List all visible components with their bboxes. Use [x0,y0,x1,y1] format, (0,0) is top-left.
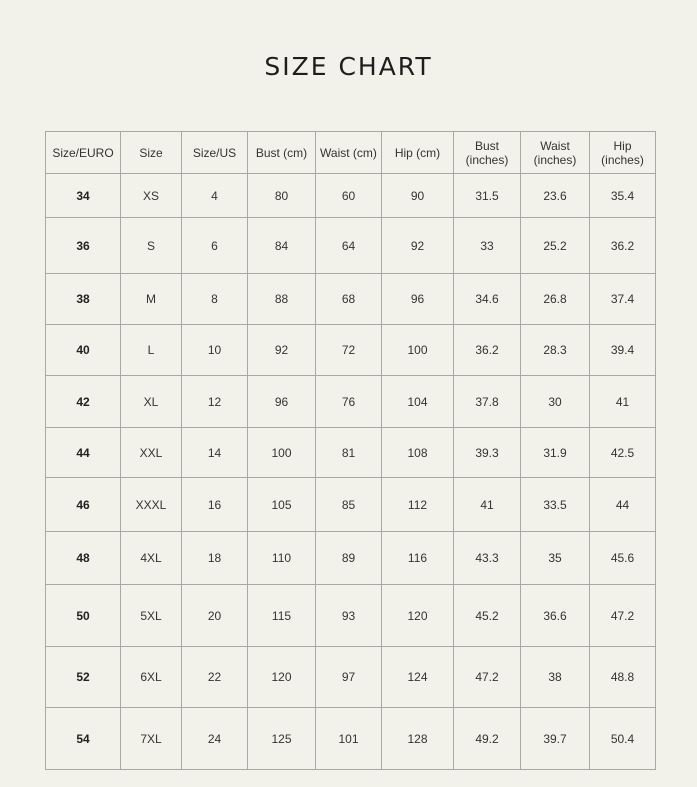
cell-bust-cm: 100 [248,428,316,478]
cell-bust-cm: 105 [248,478,316,532]
table-row [46,708,656,770]
cell-bust-cm: 88 [248,274,316,325]
header-label: Waist [540,138,570,153]
cell-waist-cm: 93 [316,585,382,647]
cell-bust-inches: 31.5 [454,174,521,218]
cell-waist-cm: 97 [316,647,382,708]
cell-bust-cm: 92 [248,325,316,376]
cell-waist-cm: 81 [316,428,382,478]
header-label: Size/US [192,145,237,160]
header-label: Hip [613,138,632,153]
table-row [46,274,656,325]
cell-bust-inches: 34.6 [454,274,521,325]
header-size-us [182,132,248,174]
header-hip-cm [382,132,454,174]
cell-hip-inches: 44 [590,478,656,532]
cell-hip-cm: 100 [382,325,454,376]
cell-hip-cm: 92 [382,218,454,274]
cell-hip-inches: 42.5 [590,428,656,478]
cell-waist-inches: 36.6 [521,585,590,647]
cell-size-euro: 52 [46,647,121,708]
cell-size: XL [121,376,182,428]
table-body [46,174,656,770]
cell-size-us: 18 [182,532,248,585]
cell-size-euro: 54 [46,708,121,770]
table-row [46,478,656,532]
header-waist-cm [316,132,382,174]
cell-size-euro: 46 [46,478,121,532]
cell-hip-cm: 116 [382,532,454,585]
cell-waist-cm: 60 [316,174,382,218]
cell-size-us: 14 [182,428,248,478]
cell-hip-cm: 112 [382,478,454,532]
cell-waist-inches: 33.5 [521,478,590,532]
cell-waist-inches: 28.3 [521,325,590,376]
cell-waist-cm: 89 [316,532,382,585]
header-label: Size [139,145,163,160]
cell-hip-inches: 47.2 [590,585,656,647]
cell-waist-cm: 64 [316,218,382,274]
cell-hip-inches: 50.4 [590,708,656,770]
cell-size-euro: 42 [46,376,121,428]
cell-waist-cm: 76 [316,376,382,428]
cell-bust-cm: 125 [248,708,316,770]
header-unit: (inches) [533,152,577,167]
header-size [121,132,182,174]
cell-waist-inches: 30 [521,376,590,428]
cell-size: M [121,274,182,325]
cell-hip-cm: 104 [382,376,454,428]
table-header-row [46,132,656,174]
cell-hip-cm: 90 [382,174,454,218]
cell-size: 5XL [121,585,182,647]
page-title: SIZE CHART [264,52,433,81]
cell-size-euro: 38 [46,274,121,325]
cell-bust-inches: 39.3 [454,428,521,478]
cell-hip-inches: 37.4 [590,274,656,325]
table-row [46,647,656,708]
cell-bust-inches: 45.2 [454,585,521,647]
header-waist-inches [521,132,590,174]
cell-hip-inches: 48.8 [590,647,656,708]
cell-bust-inches: 47.2 [454,647,521,708]
cell-size-us: 24 [182,708,248,770]
cell-size-us: 10 [182,325,248,376]
cell-bust-inches: 36.2 [454,325,521,376]
header-unit: (inches) [601,152,644,167]
cell-size-us: 6 [182,218,248,274]
header-label: Bust (cm) [255,145,308,160]
cell-size: 4XL [121,532,182,585]
cell-waist-cm: 72 [316,325,382,376]
cell-hip-inches: 41 [590,376,656,428]
table-row [46,585,656,647]
cell-size: XXL [121,428,182,478]
cell-size-euro: 40 [46,325,121,376]
cell-waist-cm: 101 [316,708,382,770]
cell-bust-cm: 115 [248,585,316,647]
cell-size-us: 16 [182,478,248,532]
cell-bust-inches: 43.3 [454,532,521,585]
cell-size-euro: 34 [46,174,121,218]
cell-bust-cm: 110 [248,532,316,585]
size-chart-table [45,131,656,770]
table-row [46,218,656,274]
cell-hip-inches: 45.6 [590,532,656,585]
header-label: Bust [474,138,499,153]
header-label: Waist (cm) [320,145,377,160]
cell-size-euro: 36 [46,218,121,274]
cell-bust-inches: 37.8 [454,376,521,428]
cell-waist-inches: 39.7 [521,708,590,770]
table-row [46,532,656,585]
cell-hip-inches: 36.2 [590,218,656,274]
cell-size: S [121,218,182,274]
cell-waist-inches: 26.8 [521,274,590,325]
cell-waist-inches: 25.2 [521,218,590,274]
cell-waist-inches: 35 [521,532,590,585]
cell-bust-inches: 33 [454,218,521,274]
header-unit: (inches) [465,152,509,167]
table-row [46,428,656,478]
cell-size-us: 12 [182,376,248,428]
cell-hip-inches: 39.4 [590,325,656,376]
table-row [46,376,656,428]
cell-bust-inches: 41 [454,478,521,532]
header-size-euro [46,132,121,174]
cell-hip-cm: 96 [382,274,454,325]
cell-waist-cm: 68 [316,274,382,325]
cell-hip-cm: 128 [382,708,454,770]
cell-bust-cm: 84 [248,218,316,274]
cell-bust-cm: 80 [248,174,316,218]
header-hip-inches [590,132,656,174]
cell-size: XS [121,174,182,218]
cell-size-euro: 44 [46,428,121,478]
cell-size: 6XL [121,647,182,708]
header-bust-cm [248,132,316,174]
cell-hip-inches: 35.4 [590,174,656,218]
cell-size-us: 20 [182,585,248,647]
cell-bust-cm: 96 [248,376,316,428]
table-row [46,174,656,218]
cell-bust-cm: 120 [248,647,316,708]
cell-size: 7XL [121,708,182,770]
cell-hip-cm: 108 [382,428,454,478]
cell-waist-inches: 31.9 [521,428,590,478]
cell-size: L [121,325,182,376]
header-bust-inches [454,132,521,174]
cell-bust-inches: 49.2 [454,708,521,770]
cell-waist-cm: 85 [316,478,382,532]
cell-hip-cm: 124 [382,647,454,708]
cell-size-us: 22 [182,647,248,708]
header-label: Size/EURO [52,145,114,160]
cell-hip-cm: 120 [382,585,454,647]
cell-size-euro: 48 [46,532,121,585]
cell-size: XXXL [121,478,182,532]
cell-waist-inches: 38 [521,647,590,708]
cell-size-us: 4 [182,174,248,218]
cell-size-us: 8 [182,274,248,325]
cell-size-euro: 50 [46,585,121,647]
cell-waist-inches: 23.6 [521,174,590,218]
table-row [46,325,656,376]
header-label: Hip (cm) [394,145,441,160]
